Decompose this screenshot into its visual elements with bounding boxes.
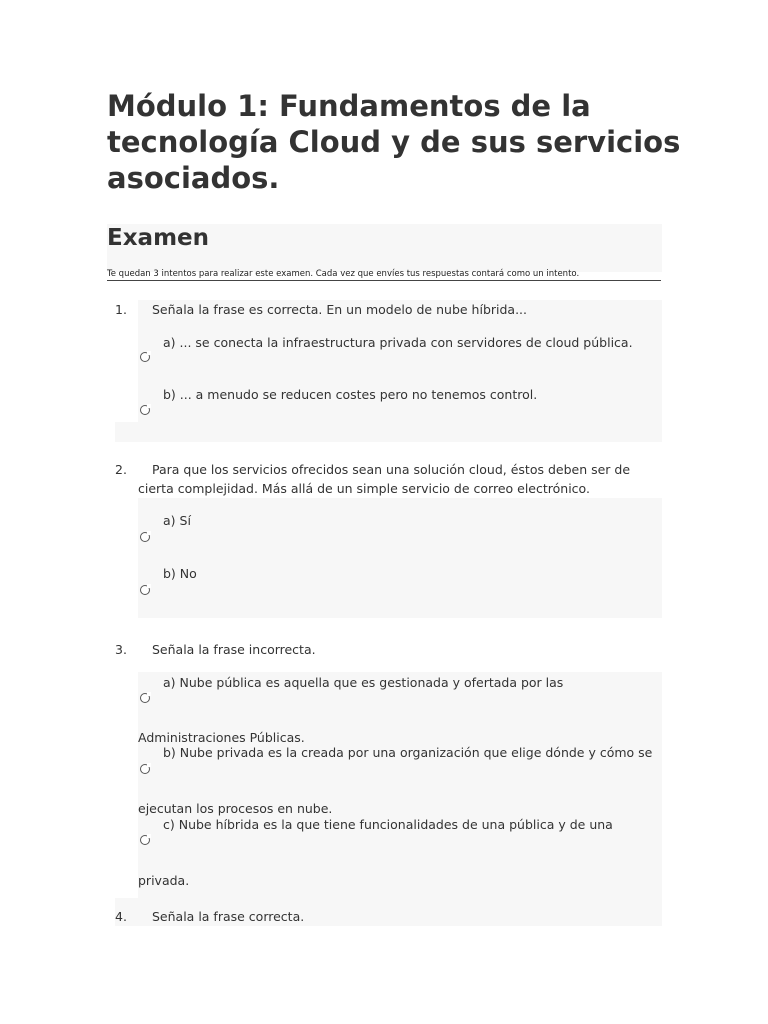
option-label: c) Nube híbrida es la que tiene funcionalidades de una pública y de una (163, 817, 613, 832)
radio-option-1a[interactable] (140, 352, 150, 362)
page-title: Módulo 1: Fundamentos de la tecnología Cloud y de sus servicios asociados. (107, 89, 681, 195)
radio-option-3c[interactable] (140, 835, 150, 845)
radio-option-2b[interactable] (140, 585, 150, 595)
option-label: b) Nube privada es la creada por una organización que elige dónde y cómo se (163, 745, 653, 760)
option-continuation: ejecutan los procesos en nube. (138, 801, 333, 816)
question-3-panel (138, 672, 662, 898)
question-number: 3. (115, 642, 127, 657)
radio-option-3a[interactable] (140, 693, 150, 703)
option-label: a) Sí (163, 513, 191, 528)
option-label: a) Nube pública es aquella que es gestionada y ofertada por las (163, 675, 564, 690)
exam-header (107, 224, 662, 272)
question-number: 1. (115, 302, 127, 317)
attempts-note: Te quedan 3 intentos para realizar este examen. Cada vez que envíes tus respuestas contará como un intento. (107, 268, 661, 281)
option-label: a) ... se conecta la infraestructura privada con servidores de cloud pública. (163, 335, 633, 350)
question-2-panel (138, 498, 662, 618)
radio-option-2a[interactable] (140, 532, 150, 542)
question-text-line-1: Para que los servicios ofrecidos sean una solución cloud, éstos deben ser de (152, 462, 631, 477)
option-label: b) ... a menudo se reducen costes pero no tenemos control. (163, 387, 538, 402)
radio-option-1b[interactable] (140, 405, 150, 415)
option-continuation: privada. (138, 873, 190, 888)
question-number: 4. (115, 909, 127, 924)
radio-option-3b[interactable] (140, 764, 150, 774)
question-text: Señala la frase es correcta. En un modelo de nube híbrida... (152, 302, 527, 317)
option-continuation: Administraciones Públicas. (138, 730, 305, 745)
question-number: 2. (115, 462, 127, 477)
question-text: Señala la frase incorrecta. (152, 642, 316, 657)
question-list (115, 300, 662, 926)
question-1-options-panel (115, 422, 662, 442)
option-label: b) No (163, 566, 197, 581)
question-text-line-2: cierta complejidad. Más allá de un simple servicio de correo electrónico. (138, 481, 590, 496)
exam-heading: Examen (107, 225, 210, 251)
question-text: Señala la frase correcta. (152, 909, 305, 924)
